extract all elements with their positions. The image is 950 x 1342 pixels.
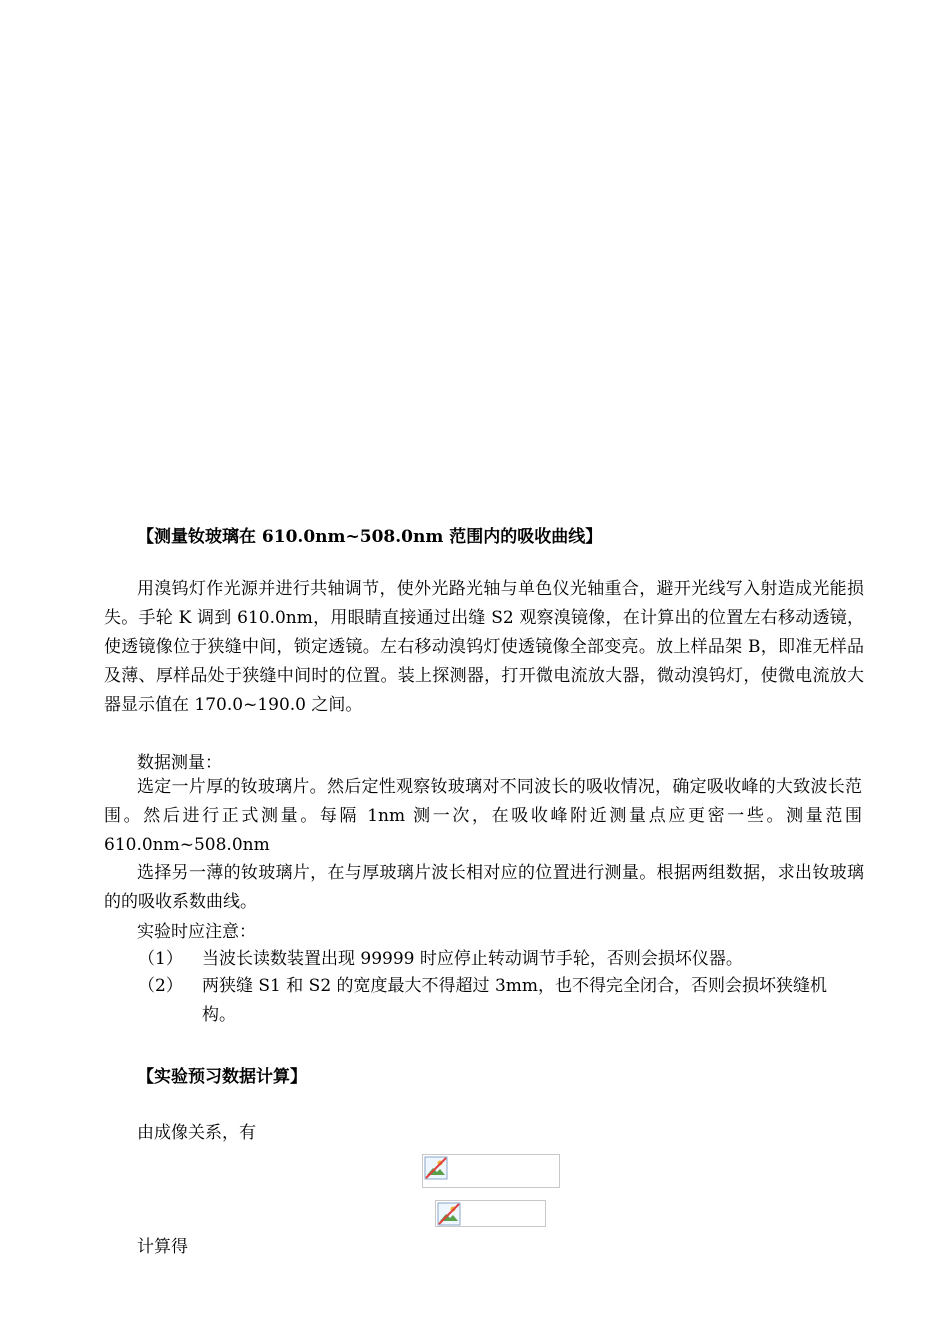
- note-number: （1）: [138, 949, 183, 969]
- notes-title: 实验时应注意：: [137, 922, 256, 942]
- note-text: 当波长读数装置出现 99999 时应停止转动调节手轮，否则会损坏仪器。: [202, 949, 743, 969]
- note-number: （2）: [138, 976, 183, 996]
- section-heading-absorption-curve: 【测量钕玻璃在 610.0nm~508.0nm 范围内的吸收曲线】: [137, 527, 603, 547]
- broken-image-icon: [437, 1202, 461, 1226]
- note-text: 两狭缝 S1 和 S2 的宽度最大不得超过 3mm，也不得完全闭合，否则会损坏狭缝机构。: [202, 976, 827, 1025]
- thin-glass-paragraph: 选择另一薄的钕玻璃片，在与厚玻璃片波长相对应的位置进行测量。根据两组数据，求出钕玻璃的的吸收系数曲线。: [104, 863, 864, 912]
- thick-glass-paragraph: 选定一片厚的钕玻璃片。然后定性观察钕玻璃对不同波长的吸收情况，确定吸收峰的大致波长范围。然后进行正式测量。每隔 1nm 测一次，在吸收峰附近测量点应更密一些。测量范围 610.0nm~508.0nm: [104, 777, 862, 855]
- section-heading-preview-calc: 【实验预习数据计算】: [137, 1067, 307, 1087]
- formula-image-1: [422, 1154, 560, 1188]
- note-item: [138, 945, 858, 974]
- calculation-result-text: 计算得: [137, 1237, 188, 1257]
- imaging-relation-text: 由成像关系，有: [137, 1123, 256, 1143]
- data-measurement-title: 数据测量：: [137, 753, 222, 773]
- note-item: [138, 972, 858, 1030]
- broken-image-icon: [424, 1156, 448, 1180]
- formula-image-2: [435, 1200, 546, 1227]
- setup-paragraph: 用溴钨灯作光源并进行共轴调节，使外光路光轴与单色仪光轴重合，避开光线写入射造成光能损失。手轮 K 调到 610.0nm，用眼睛直接通过出缝 S2 观察溴镜像，在计算出的位置左右移动透镜，使透镜像位于狭缝中间，锁定透镜。左右移动溴钨灯使透镜像全部变亮。放上样品架 B，即准无样品及薄、厚样品处于狭缝中间时的位置。装上探测器，打开微电流放大器，微动溴钨灯，使微电流放大器显示值在 170.0~190.0 之间。: [104, 579, 864, 715]
